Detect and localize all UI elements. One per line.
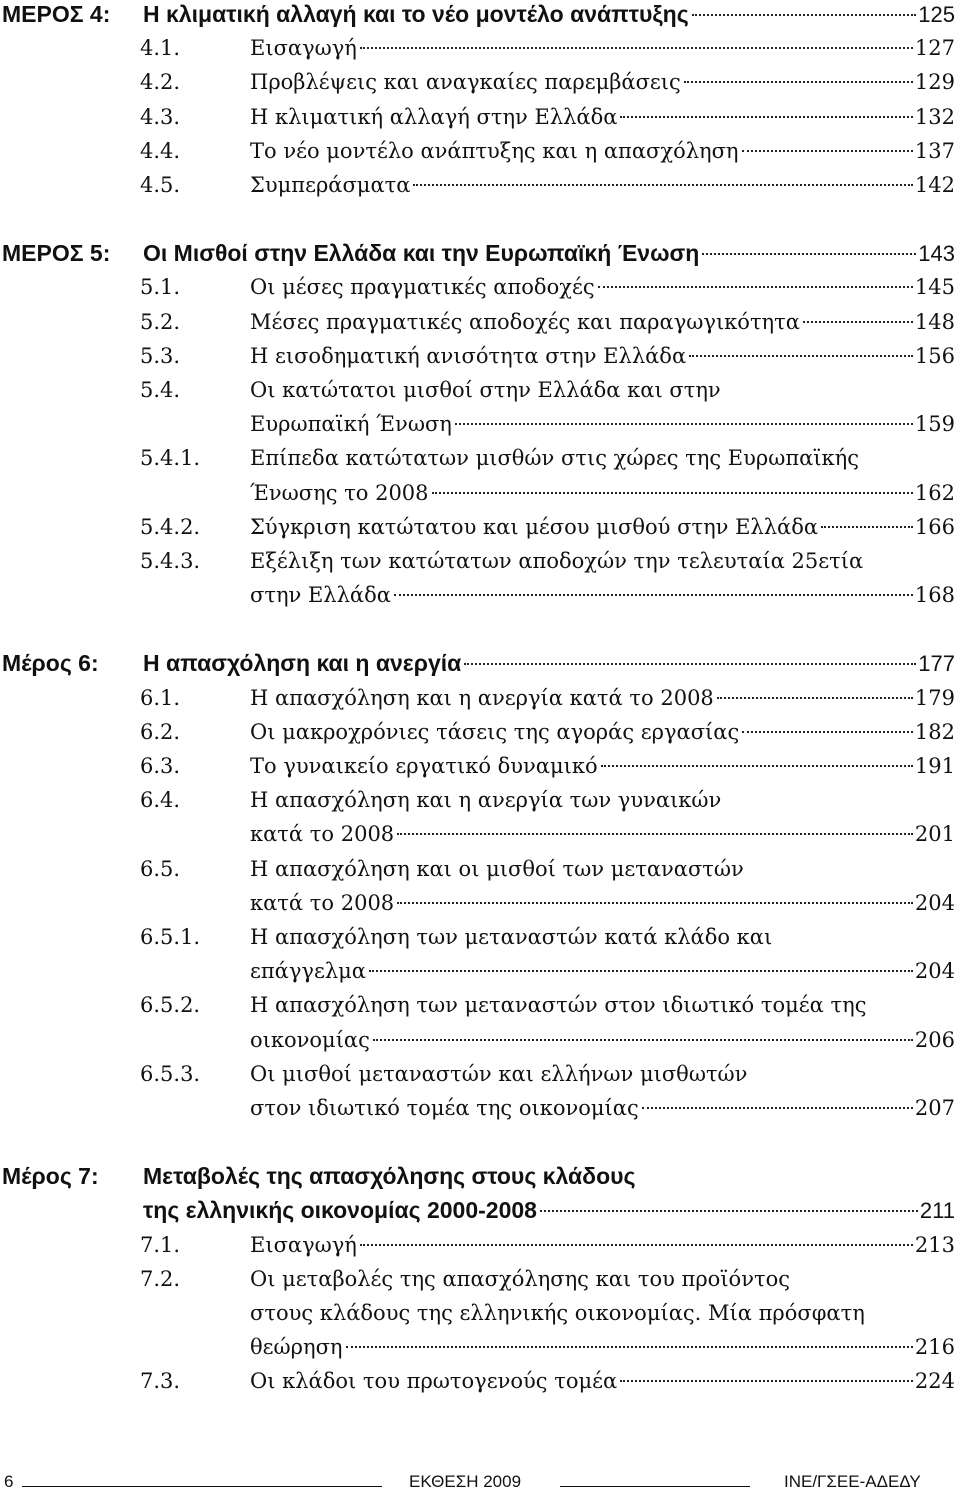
toc-page-number: 211 — [919, 1198, 955, 1224]
dot-leader — [540, 1210, 918, 1212]
dot-leader — [642, 1107, 913, 1109]
toc-page-number: 137 — [914, 138, 955, 163]
toc-entry-title-line: Εισαγωγή — [250, 36, 357, 61]
toc-page-number: 168 — [914, 583, 955, 608]
toc-page-number: 162 — [914, 480, 955, 505]
dot-leader — [689, 355, 913, 357]
toc-page-number: 145 — [914, 275, 955, 300]
toc-page-number: 191 — [914, 754, 955, 778]
toc-part-label: Μέρος 6: — [2, 650, 99, 677]
toc-section-number: 5.4.2. — [140, 514, 201, 539]
toc-entry-title-line: Οι μεταβολές της απασχόλησης και του προϊόντος — [250, 1266, 790, 1291]
toc-entry-title-line: Η απασχόληση και η ανεργία κατά το 2008 — [250, 685, 714, 710]
toc-part-label: Μέρος 7: — [2, 1163, 99, 1190]
toc-section-number: 7.3. — [140, 1369, 181, 1394]
toc-entry-title-line: Συμπεράσματα — [250, 173, 411, 197]
toc-page-number: 207 — [914, 1096, 955, 1120]
toc-page-number: 166 — [914, 514, 955, 539]
toc-section-number: 4.1. — [140, 36, 181, 61]
dot-leader — [684, 81, 913, 83]
toc-entry-title-line: Οι μέσες πραγματικές αποδοχές — [250, 275, 595, 300]
toc-entry-title-line: Σύγκριση κατώτατου και μέσου μισθού στην Ελλάδα — [250, 514, 819, 539]
toc-entry-title-line: Η κλιματική αλλαγή και το νέο μοντέλο ανάπτυξης — [143, 1, 689, 27]
dot-leader — [742, 150, 913, 152]
dot-leader — [692, 14, 917, 16]
toc-section-number: 5.1. — [140, 275, 181, 300]
toc-page-number: 204 — [914, 890, 955, 915]
dot-leader — [464, 663, 916, 665]
toc-page-number: 143 — [918, 241, 955, 267]
toc-entry-title-line: Το νέο μοντέλο ανάπτυξης και η απασχόληση — [250, 138, 739, 163]
toc-entry-title-line: κατά το 2008 — [250, 822, 395, 847]
toc-entry-title-line: Οι μισθοί μεταναστών και ελλήνων μισθωτών — [250, 1061, 748, 1086]
toc-section-number: 7.1. — [140, 1232, 181, 1257]
footer-page-number: 6 — [0, 1472, 17, 1492]
dot-leader — [369, 970, 913, 972]
toc-section-number: 5.2. — [140, 309, 181, 334]
toc-page-number: 132 — [914, 104, 955, 129]
toc-section-number: 5.4.3. — [140, 549, 201, 573]
dot-leader — [455, 423, 913, 425]
toc-entry-title-line: Οι Μισθοί στην Ελλάδα και την Ευρωπαϊκή Ένωση — [143, 240, 700, 267]
page-footer — [0, 1468, 960, 1496]
toc-section-number: 5.4.1. — [140, 446, 201, 471]
toc-page-number: 148 — [914, 309, 955, 334]
toc-section-number: 4.4. — [140, 138, 181, 163]
dot-leader — [360, 1244, 913, 1246]
dot-leader — [601, 765, 913, 767]
toc-entry-title-line: Η εισοδηματική ανισότητα στην Ελλάδα — [250, 343, 687, 368]
toc-section-number: 4.5. — [140, 173, 181, 197]
toc-entry-title-line: Εισαγωγή — [250, 1232, 357, 1257]
toc-page-number: 216 — [914, 1335, 955, 1360]
toc-entry-title-line: Η απασχόληση και η ανεργία — [143, 650, 462, 677]
toc-entry-title-line: Μεταβολές της απασχόλησης στους κλάδους — [143, 1163, 636, 1190]
dot-leader — [620, 1380, 913, 1382]
toc-section-number: 4.3. — [140, 104, 181, 129]
dot-leader — [717, 697, 913, 699]
dot-leader — [394, 594, 913, 596]
toc-entry-title-line: Το γυναικείο εργατικό δυναμικό — [250, 754, 598, 778]
toc-page-number: 156 — [914, 343, 955, 368]
toc-section-number: 6.3. — [140, 754, 181, 778]
toc-page-number: 179 — [914, 685, 955, 710]
toc-page-number: 127 — [914, 36, 955, 61]
toc-entry-title-line: στον ιδιωτικό τομέα της οικονομίας — [250, 1096, 639, 1120]
toc-entry-title-line: στην Ελλάδα — [250, 583, 391, 608]
toc-part-label: ΜΕΡΟΣ 5: — [2, 240, 111, 267]
toc-section-number: 6.4. — [140, 788, 181, 813]
toc-page-number: 201 — [914, 822, 955, 847]
dot-leader — [821, 526, 913, 528]
toc-page-number: 159 — [914, 412, 955, 437]
toc-entry-title-line: στους κλάδους της ελληνικής οικονομίας. Μία πρόσφατη — [250, 1301, 865, 1325]
toc-section-number: 6.5.3. — [140, 1061, 201, 1086]
toc-entry-title-line: Εξέλιξη των κατώτατων αποδοχών την τελευταία 25ετία — [250, 549, 864, 573]
toc-entry-title-line: οικονομίας — [250, 1027, 370, 1052]
dot-leader — [803, 321, 913, 323]
toc-entry-title-line: θεώρηση — [250, 1335, 343, 1360]
toc-section-number: 6.5.1. — [140, 925, 201, 949]
toc-section-number: 6.1. — [140, 685, 181, 710]
dot-leader — [346, 1346, 913, 1348]
footer-report-title: ΕΚΘΕΣΗ 2009 — [405, 1472, 525, 1492]
dot-leader — [360, 47, 913, 49]
toc-entry-title-line: επάγγελμα — [250, 959, 366, 984]
toc-entry-title-line: Ένωσης το 2008 — [250, 480, 429, 505]
toc-entry-title-line: Η απασχόληση και οι μισθοί των μεταναστών — [250, 856, 744, 881]
dot-leader — [432, 492, 913, 494]
toc-section-number: 6.2. — [140, 719, 181, 744]
toc-entry-title-line: Η κλιματική αλλαγή στην Ελλάδα — [250, 104, 618, 129]
dot-leader — [620, 116, 912, 118]
toc-entry-title-line: κατά το 2008 — [250, 890, 395, 915]
toc-section-number: 4.2. — [140, 70, 181, 95]
toc-entry-title-line: Ευρωπαϊκή Ένωση — [250, 412, 452, 437]
dot-leader — [742, 731, 913, 733]
footer-rule-left — [22, 1486, 382, 1487]
toc-entry-title-line: Μέσες πραγματικές αποδοχές και παραγωγικότητα — [250, 309, 800, 334]
toc-section-number: 5.4. — [140, 378, 181, 402]
footer-rule-right — [560, 1486, 750, 1487]
toc-entry-title-line: Επίπεδα κατώτατων μισθών στις χώρες της Ευρωπαϊκής — [250, 446, 860, 471]
toc-entry-title-line: Προβλέψεις και αναγκαίες παρεμβάσεις — [250, 70, 681, 95]
toc-page-number: 206 — [914, 1027, 955, 1052]
toc-page-number: 129 — [914, 70, 955, 95]
dot-leader — [413, 184, 912, 186]
toc-entry-title-line: Η απασχόληση και η ανεργία των γυναικών — [250, 788, 722, 813]
toc-section-number: 5.3. — [140, 343, 181, 368]
toc-page-number: 182 — [914, 719, 955, 744]
toc-page-number: 125 — [918, 2, 955, 27]
toc-part-label: ΜΕΡΟΣ 4: — [2, 1, 111, 27]
toc-section-number: 6.5.2. — [140, 993, 201, 1018]
dot-leader — [702, 253, 916, 255]
dot-leader — [598, 286, 913, 288]
dot-leader — [373, 1039, 913, 1041]
toc-entry-title-line: της ελληνικής οικονομίας 2000-2008 — [143, 1197, 537, 1224]
toc-page-number: 213 — [914, 1232, 955, 1257]
toc-page-number: 204 — [914, 959, 955, 984]
toc-entry-title-line: Οι μακροχρόνιες τάσεις της αγοράς εργασίας — [250, 719, 740, 744]
toc-page-number: 224 — [914, 1369, 955, 1394]
toc-entry-title-line: Οι κλάδοι του πρωτογενούς τομέα — [250, 1369, 618, 1394]
toc-page-number: 142 — [914, 173, 955, 197]
footer-publisher: ΙΝΕ/ΓΣΕΕ-ΑΔΕΔΥ — [780, 1472, 925, 1492]
toc-entry-title-line: Οι κατώτατοι μισθοί στην Ελλάδα και στην — [250, 378, 721, 402]
toc-entry-title-line: Η απασχόληση των μεταναστών κατά κλάδο και — [250, 925, 773, 949]
toc-page-number: 177 — [918, 651, 955, 677]
dot-leader — [397, 902, 913, 904]
toc-section-number: 7.2. — [140, 1266, 181, 1291]
toc-entry-title-line: Η απασχόληση των μεταναστών στον ιδιωτικό τομέα της — [250, 993, 867, 1018]
dot-leader — [397, 833, 913, 835]
toc-section-number: 6.5. — [140, 856, 181, 881]
